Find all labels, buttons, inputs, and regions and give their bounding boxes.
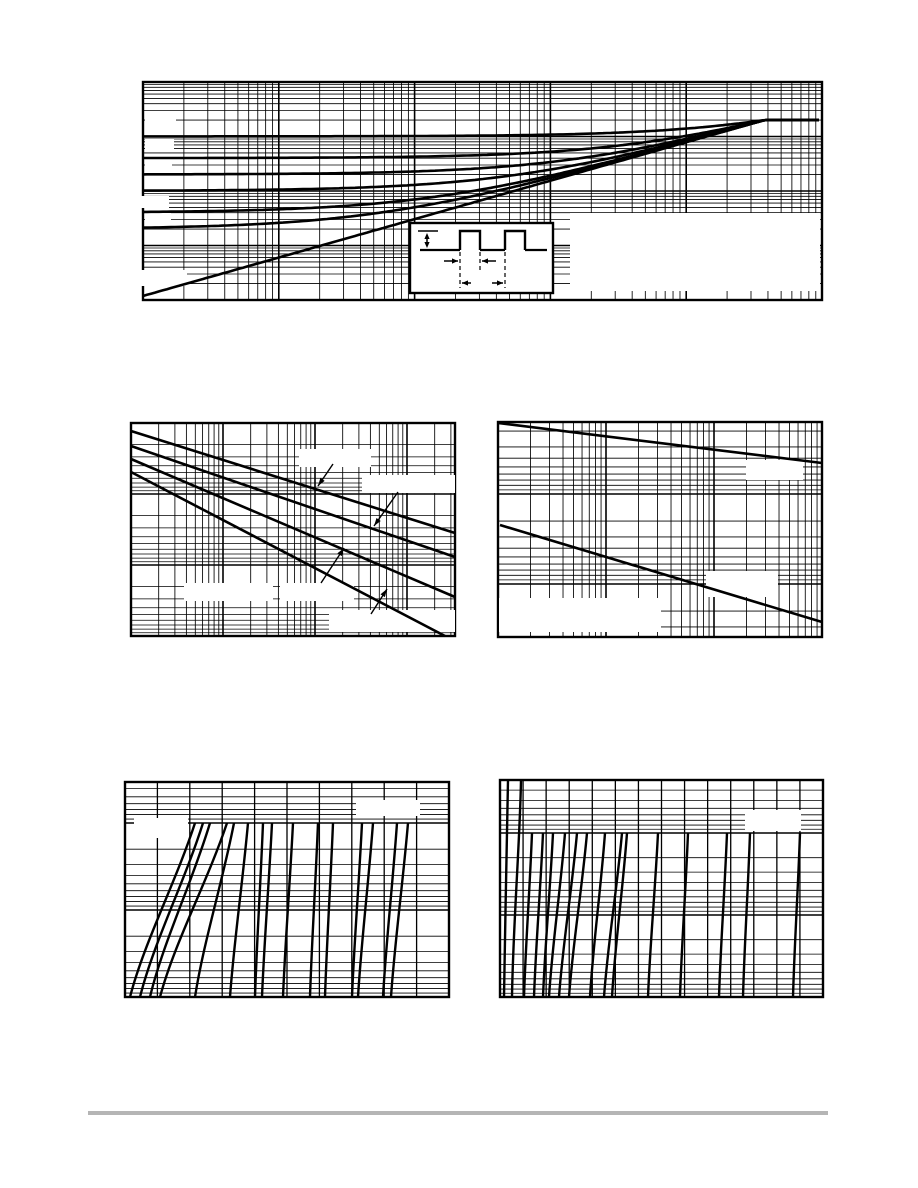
redacted-label (280, 583, 354, 601)
redacted-label (145, 139, 174, 152)
redacted-label (134, 818, 188, 838)
chart-bottom-left-steep-curves (125, 782, 449, 997)
chart-transient-thermal-impedance (139, 82, 822, 300)
redacted-label (745, 810, 801, 831)
redacted-label (140, 196, 169, 208)
redacted-label (145, 213, 171, 224)
duty-cycle-curve (143, 120, 819, 174)
redacted-label (184, 583, 273, 601)
footer-divider (88, 1111, 828, 1115)
pulse-waveform-inset (410, 223, 553, 293)
redacted-label (746, 460, 803, 480)
redacted-label (499, 598, 661, 632)
redacted-label (706, 571, 778, 597)
redacted-label (139, 270, 187, 286)
redacted-label (145, 177, 175, 189)
chart-mid-left-parallel-lines (131, 423, 455, 636)
redacted-label (299, 449, 371, 467)
redacted-label (356, 800, 420, 816)
redacted-label (570, 213, 820, 291)
redacted-label (362, 475, 455, 493)
redacted-label (145, 115, 176, 130)
redacted-label (145, 159, 172, 171)
redacted-label (329, 610, 455, 632)
chart-mid-right-two-lines (498, 422, 822, 637)
chart-bottom-right-steep-curves (500, 780, 823, 997)
